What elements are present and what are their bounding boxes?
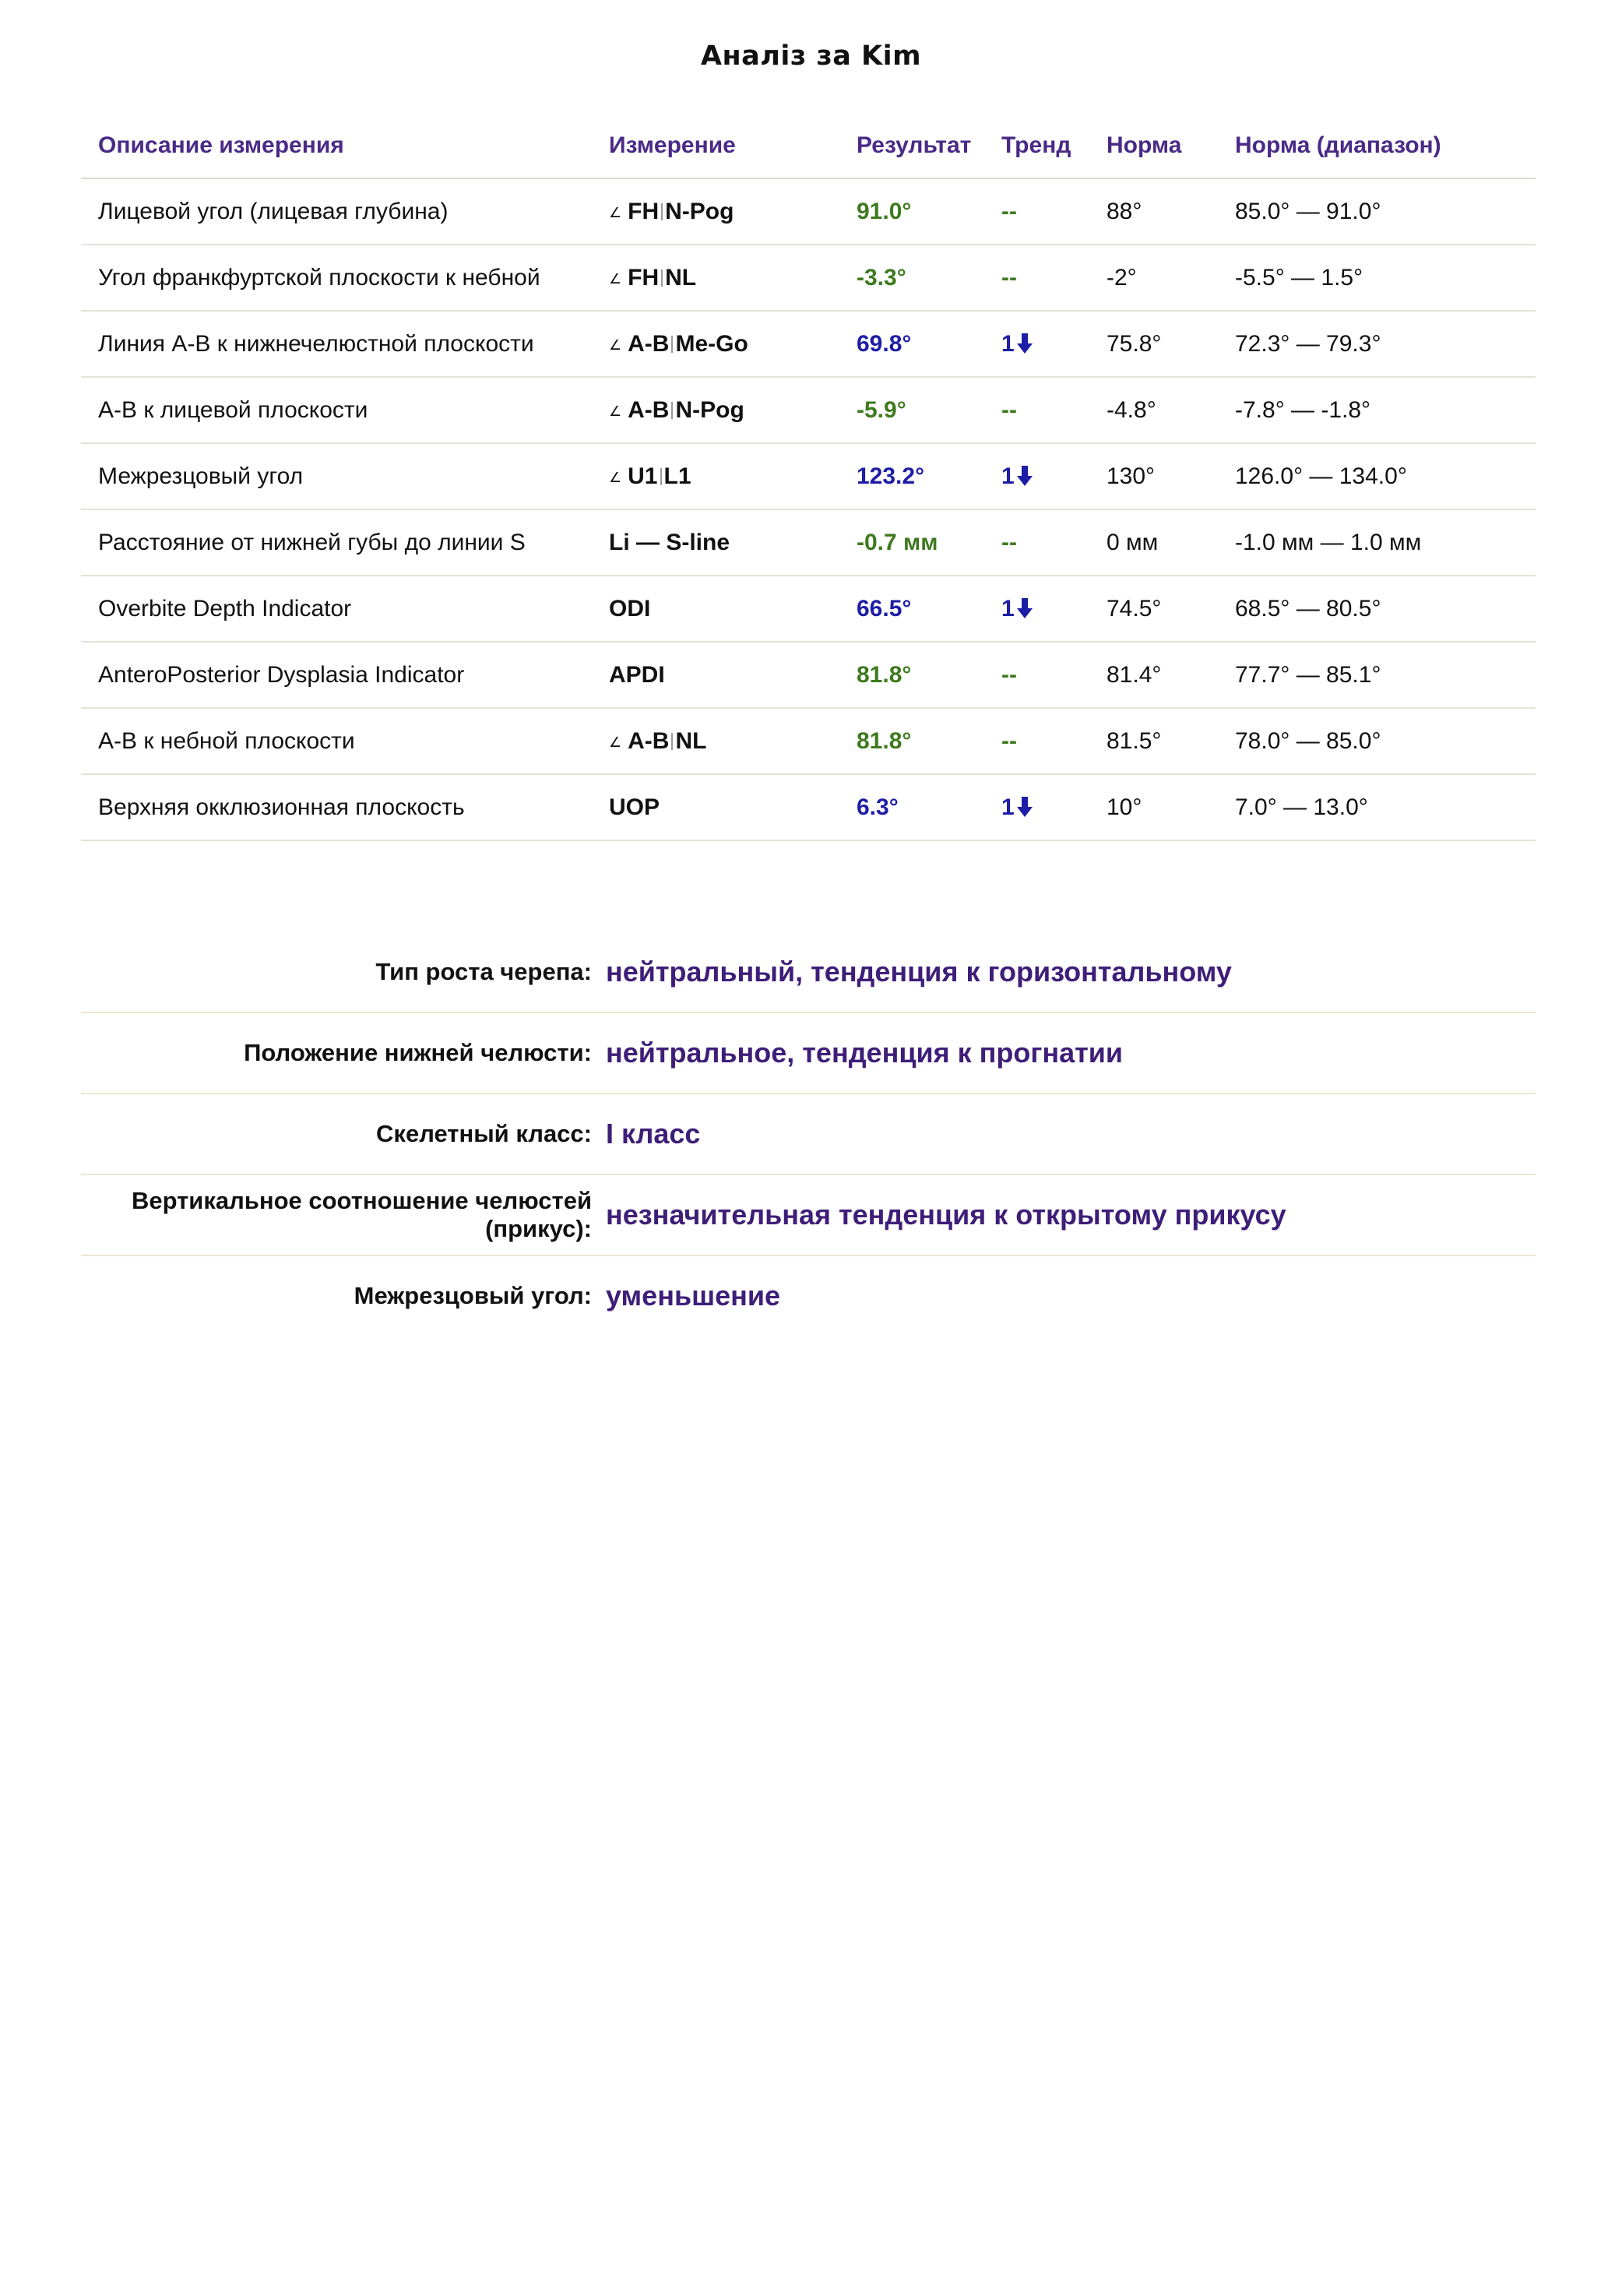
table-header-row (81, 113, 1536, 179)
angle-icon: ∠ (609, 734, 622, 750)
row-measurement (609, 199, 857, 225)
row-result: 66.5° (857, 595, 912, 622)
row-norm-range: 85.0° — 91.0° (1235, 198, 1381, 224)
row-norm: 0 мм (1107, 529, 1159, 555)
measurement-part: NL (665, 264, 697, 291)
row-description: A-B к небной плоскости (98, 727, 355, 754)
arrow-down-icon (1016, 465, 1033, 487)
angle-icon: ∠ (609, 204, 622, 220)
row-trend: -- (1001, 396, 1017, 423)
row-norm: -2° (1107, 264, 1137, 291)
summary-value: нейтральное, тенденция к прогнатии (606, 1037, 1123, 1069)
header-norm-range: Норма (диапазон) (1235, 132, 1441, 158)
row-norm: 75.8° (1107, 330, 1162, 357)
summary-label: Положение нижней челюсти: (244, 1039, 592, 1066)
row-measurement (609, 265, 857, 291)
row-description: Межрезцовый угол (98, 463, 304, 489)
row-trend (1001, 596, 1107, 622)
page-title: Аналіз за Kim (700, 40, 922, 72)
row-measurement (609, 397, 857, 424)
row-trend (1001, 794, 1107, 821)
table-row (81, 312, 1536, 378)
summary-value: уменьшение (606, 1280, 780, 1312)
trend-value: 1 (1001, 794, 1015, 820)
row-trend: -- (1001, 727, 1017, 754)
row-trend (1001, 331, 1107, 357)
row-result: 123.2° (857, 463, 925, 489)
row-norm: 130° (1107, 463, 1156, 489)
angle-icon: ∠ (609, 469, 622, 485)
row-norm-range: -7.8° — -1.8° (1235, 396, 1371, 423)
header-norm: Норма (1107, 132, 1182, 158)
row-norm: 81.5° (1107, 727, 1162, 754)
table-row (81, 709, 1536, 775)
angle-icon: ∠ (609, 336, 622, 353)
row-norm: 74.5° (1107, 595, 1162, 622)
separator-bar (671, 402, 673, 419)
separator-bar (661, 269, 663, 287)
measurement-part: A-B (628, 330, 670, 357)
row-description: Расстояние от нижней губы до линии S (98, 529, 526, 555)
summary-row-growth-type (81, 932, 1536, 1013)
summary-label: Межрезцовый угол: (354, 1282, 592, 1309)
summary-row-mandible-position (81, 1013, 1536, 1094)
row-measurement (609, 463, 857, 490)
row-result: 81.8° (857, 661, 912, 688)
header-measurement: Измерение (609, 132, 736, 158)
separator-bar (671, 733, 673, 750)
row-measurement: APDI (609, 661, 665, 688)
summary-value: незначительная тенденция к открытому прикусу (606, 1199, 1286, 1231)
row-description: A-B к лицевой плоскости (98, 396, 368, 423)
table-row (81, 576, 1536, 643)
analysis-summary (81, 932, 1536, 1336)
row-norm-range: 72.3° — 79.3° (1235, 330, 1381, 357)
row-norm: 88° (1107, 198, 1142, 224)
row-trend: -- (1001, 529, 1017, 555)
row-result: -3.3° (857, 264, 906, 291)
separator-bar (660, 468, 662, 485)
separator-bar (671, 336, 673, 353)
row-measurement: Li — S-line (609, 529, 730, 555)
measurement-part: NL (675, 727, 707, 754)
row-norm-range: -1.0 мм — 1.0 мм (1235, 529, 1422, 555)
summary-row-interincisal-angle (81, 1256, 1536, 1336)
row-trend: -- (1001, 661, 1017, 688)
row-description: Верхняя окклюзионная плоскость (98, 794, 465, 820)
measurement-part: Me-Go (675, 330, 748, 357)
row-description: Угол франкфуртской плоскости к небной (98, 264, 540, 291)
row-result: -5.9° (857, 396, 906, 423)
table-row (81, 444, 1536, 510)
arrow-down-icon (1016, 597, 1033, 619)
measurement-part: L1 (663, 463, 691, 489)
measurement-part: N-Pog (665, 198, 734, 224)
row-norm-range: 126.0° — 134.0° (1235, 463, 1407, 489)
angle-icon: ∠ (609, 403, 622, 419)
trend-value: 1 (1001, 330, 1015, 357)
table-row (81, 179, 1536, 245)
row-norm-range: 77.7° — 85.1° (1235, 661, 1381, 688)
row-norm: 10° (1107, 794, 1142, 820)
measurement-part: FH (628, 264, 660, 291)
trend-value: 1 (1001, 463, 1015, 489)
arrow-down-icon (1016, 333, 1033, 354)
table-row (81, 510, 1536, 576)
row-result: 81.8° (857, 727, 912, 754)
row-trend: -- (1001, 198, 1017, 224)
row-norm-range: -5.5° — 1.5° (1235, 264, 1363, 291)
table-row (81, 245, 1536, 312)
measurement-part: A-B (628, 727, 670, 754)
row-norm: -4.8° (1107, 396, 1156, 423)
header-description: Описание измерения (98, 132, 344, 158)
measurement-part: N-Pog (675, 396, 744, 423)
row-norm-range: 7.0° — 13.0° (1235, 794, 1368, 820)
row-result: 6.3° (857, 794, 899, 820)
row-description: Линия A-B к нижнечелюстной плоскости (98, 330, 534, 357)
separator-bar (661, 203, 663, 220)
arrow-down-icon (1016, 796, 1033, 818)
row-description: Overbite Depth Indicator (98, 595, 352, 622)
trend-value: 1 (1001, 595, 1015, 622)
table-row (81, 775, 1536, 841)
row-norm-range: 68.5° — 80.5° (1235, 595, 1381, 622)
measurement-part: FH (628, 198, 660, 224)
row-measurement: ODI (609, 595, 651, 622)
header-trend: Тренд (1001, 132, 1071, 158)
summary-label: Тип роста черепа: (375, 958, 592, 985)
row-trend: -- (1001, 264, 1017, 291)
measurement-part: U1 (628, 463, 658, 489)
row-result: -0.7 мм (857, 529, 938, 555)
summary-row-vertical-relation (81, 1175, 1536, 1256)
row-norm-range: 78.0° — 85.0° (1235, 727, 1381, 754)
summary-value: нейтральный, тенденция к горизонтальному (606, 956, 1232, 988)
summary-label: Вертикальное соотношение челюстей (прикус): (131, 1187, 592, 1242)
row-measurement (609, 728, 857, 755)
table-row (81, 378, 1536, 444)
measurements-table (81, 113, 1536, 841)
row-result: 91.0° (857, 198, 912, 224)
measurement-part: A-B (628, 396, 670, 423)
row-measurement: UOP (609, 794, 660, 820)
summary-label: Скелетный класс: (376, 1120, 592, 1147)
angle-icon: ∠ (609, 270, 622, 287)
row-measurement (609, 331, 857, 357)
header-result: Результат (857, 132, 972, 158)
row-result: 69.8° (857, 330, 912, 357)
row-description: Лицевой угол (лицевая глубина) (98, 198, 449, 224)
row-trend (1001, 463, 1107, 490)
summary-row-skeletal-class (81, 1094, 1536, 1175)
row-norm: 81.4° (1107, 661, 1162, 688)
summary-value: I класс (606, 1118, 701, 1150)
row-description: AnteroPosterior Dysplasia Indicator (98, 661, 465, 688)
table-row (81, 643, 1536, 709)
